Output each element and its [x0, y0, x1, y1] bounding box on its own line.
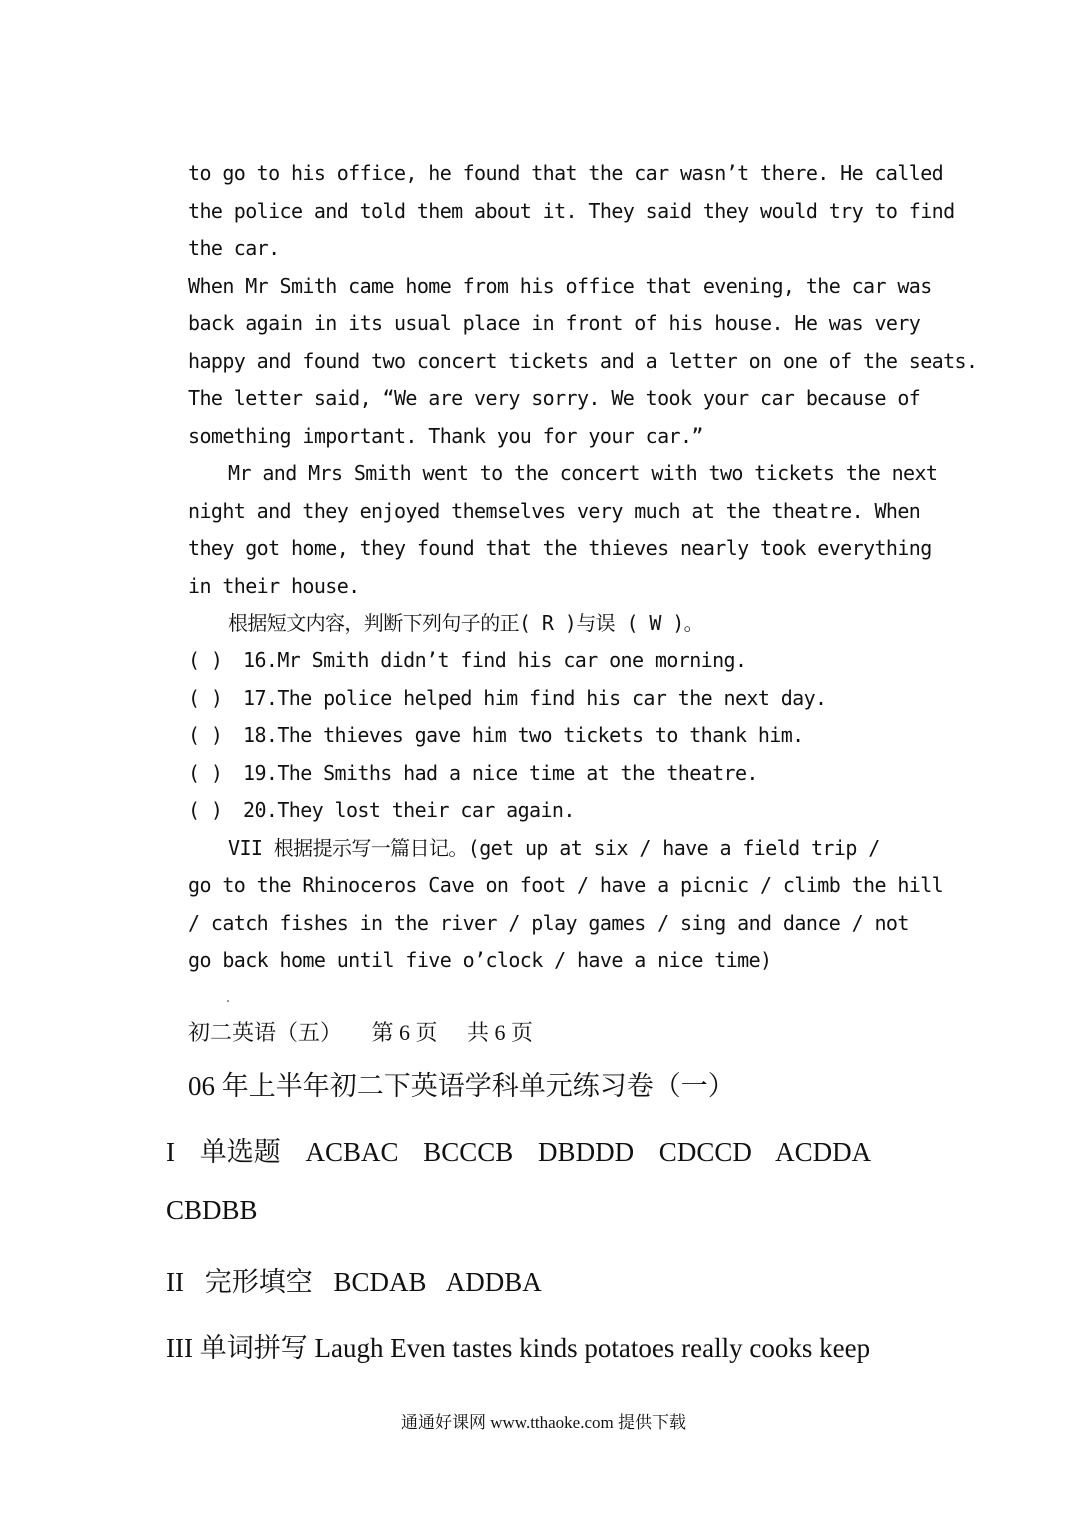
footer-subject: 初二英语（五） — [188, 1020, 343, 1045]
question-text: 19.The Smiths had a nice time at the theatre. — [243, 760, 758, 785]
question-text: 17.The police helped him find his car the next day. — [243, 685, 827, 710]
question-item — [188, 642, 908, 680]
footer-page-total: 共 6 页 — [467, 1020, 534, 1045]
footer-page-number: 第 6 页 — [371, 1020, 438, 1045]
question-text: 18.The thieves gave him two tickets to thank him. — [243, 723, 804, 747]
writing-prompt-line: VII 根据提示写一篇日记。(get up at six / have a field trip / — [228, 835, 880, 860]
passage-line: the car. — [188, 236, 280, 260]
question-text: 20.They lost their car again. — [243, 798, 575, 822]
passage-line: they got home, they found that the thieves nearly took everything — [188, 536, 932, 560]
passage — [188, 155, 978, 643]
writing-prompt-line: go to the Rhinoceros Cave on foot / have a picnic / climb the hill — [188, 873, 944, 897]
passage-line: the police and told them about it. They said they would try to find — [188, 198, 955, 223]
question-item — [188, 717, 908, 755]
answer-blank: ( ) — [188, 685, 223, 710]
answer-line: CBDBB — [166, 1195, 258, 1225]
answer-blank: ( ) — [188, 648, 223, 672]
page-footer — [188, 1016, 557, 1047]
passage-line: night and they enjoyed themselves very much at the theatre. When — [188, 498, 921, 523]
passage-line: The letter said, “We are very sorry. We took your car because of — [188, 386, 921, 410]
answer-key-title: 06 年上半年初二下英语学科单元练习卷（一） — [188, 1071, 735, 1101]
question-item — [188, 792, 908, 830]
passage-line: happy and found two concert tickets and a letter on one of the seats. — [188, 348, 978, 373]
question-text: 16.Mr Smith didn’t find his car one morning. — [243, 648, 747, 672]
site-footer: 通通好课网 www.tthaoke.com 提供下载 — [400, 1413, 687, 1432]
question-list — [188, 642, 944, 980]
answer-line: II 完形填空 BCDAB ADDBA — [166, 1267, 542, 1297]
passage-line: Mr and Mrs Smith went to the concert with two tickets the next — [228, 461, 938, 485]
answer-line: I 单选题 ACBAC BCCCB DBDDD CDCCD ACDDA — [166, 1137, 872, 1167]
writing-prompt-line: / catch fishes in the river / play games / sing and dance / not — [188, 910, 909, 935]
question-item — [188, 755, 908, 793]
passage-line: something important. Thank you for your car.” — [188, 423, 703, 448]
passage-line: in their house. — [188, 573, 360, 598]
writing-prompt-line: go back home until five o’clock / have a nice time) — [188, 948, 772, 972]
answer-blank: ( ) — [188, 760, 223, 785]
passage-line: to go to his office, he found that the car wasn’t there. He called — [188, 161, 944, 185]
stray-mark — [227, 1000, 229, 1002]
question-item — [188, 680, 908, 718]
answer-line: III 单词拼写 Laugh Even tastes kinds potatoes really cooks keep — [166, 1333, 871, 1363]
passage-line: When Mr Smith came home from his office that evening, the car was — [188, 273, 932, 298]
answer-blank: ( ) — [188, 723, 223, 747]
answer-blank: ( ) — [188, 798, 223, 822]
true-false-instruction: 根据短文内容，判断下列句子的正( R )与误 ( W )。 — [228, 611, 704, 635]
passage-line: back again in its usual place in front of his house. He was very — [188, 311, 921, 335]
